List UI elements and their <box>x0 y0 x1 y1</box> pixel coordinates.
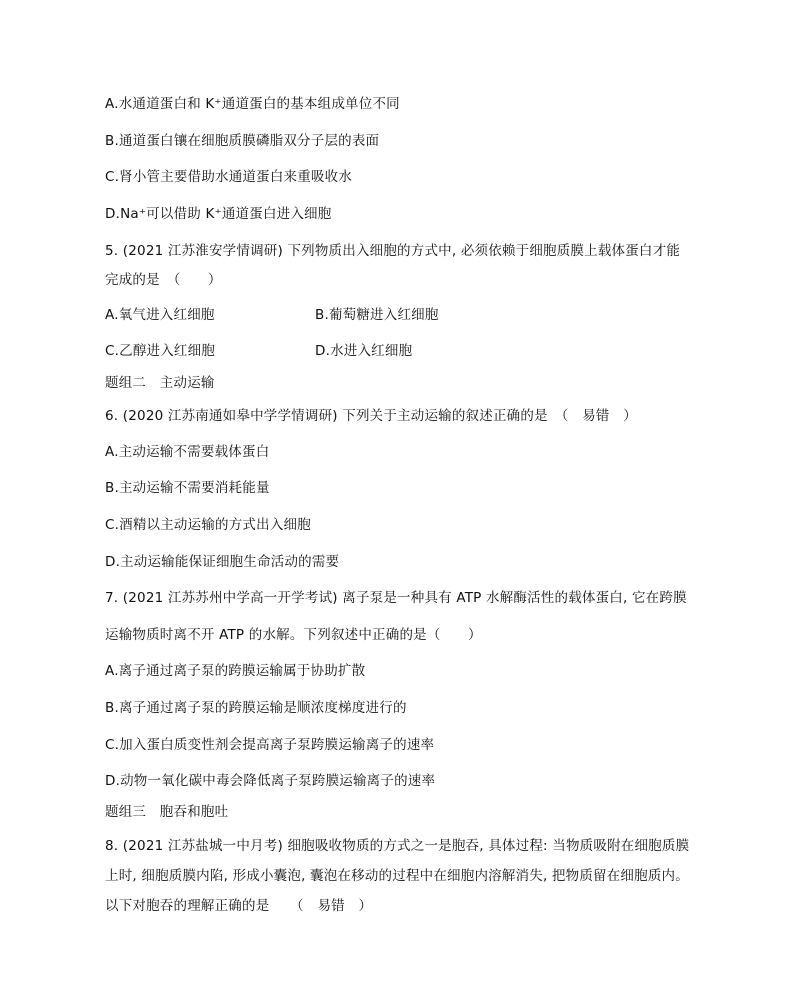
q8-stem-line1: 8. (2021 江苏盐城一中月考) 细胞吸收物质的方式之一是胞吞, 具体过程: 当物质吸附在细胞质膜 <box>105 838 690 854</box>
q5-stem-line2: 完成的是 （ ） <box>105 272 222 288</box>
q6-option-c: C.酒精以主动运输的方式出入细胞 <box>105 517 311 533</box>
q5-option-b: B.葡萄糖进入红细胞 <box>315 307 439 323</box>
q7-option-d: D.动物一氧化碳中毒会降低离子泵跨膜运输离子的速率 <box>105 773 436 789</box>
q6-stem: 6. (2020 江苏南通如皋中学学情调研) 下列关于主动运输的叙述正确的是 （ 易错 ） <box>105 408 637 424</box>
q7-option-c: C.加入蛋白质变性剂会提高离子泵跨膜运输离子的速率 <box>105 737 435 753</box>
q5-option-c: C.乙醇进入红细胞 <box>105 343 216 359</box>
group2-heading: 题组二 主动运输 <box>105 375 215 391</box>
q6-option-a: A.主动运输不需要载体蛋白 <box>105 444 270 460</box>
group3-heading: 题组三 胞吞和胞吐 <box>105 804 229 820</box>
q7-stem-line2: 运输物质时离不开 ATP 的水解。下列叙述中正确的是（ ） <box>105 627 482 643</box>
q5-option-a: A.氧气进入红细胞 <box>105 307 215 323</box>
q4-option-b: B.通道蛋白镶在细胞质膜磷脂双分子层的表面 <box>105 133 380 149</box>
q7-option-a: A.离子通过离子泵的跨膜运输属于协助扩散 <box>105 663 366 679</box>
q4-option-a: A.水通道蛋白和 K⁺通道蛋白的基本组成单位不同 <box>105 96 400 112</box>
q6-option-b: B.主动运输不需要消耗能量 <box>105 480 270 496</box>
q4-option-d: D.Na⁺可以借助 K⁺通道蛋白进入细胞 <box>105 206 332 222</box>
q8-stem-line3: 以下对胞吞的理解正确的是 （ 易错 ） <box>105 898 373 914</box>
q7-stem-line1: 7. (2021 江苏苏州中学高一开学考试) 离子泵是一种具有 ATP 水解酶活性的载体蛋白, 它在跨膜 <box>105 590 687 606</box>
q4-option-c: C.肾小管主要借助水通道蛋白来重吸收水 <box>105 169 353 185</box>
q5-stem-line1: 5. (2021 江苏淮安学情调研) 下列物质出入细胞的方式中, 必须依赖于细胞质膜上载体蛋白才能 <box>105 243 681 259</box>
q7-option-b: B.离子通过离子泵的跨膜运输是顺浓度梯度进行的 <box>105 700 407 716</box>
q6-option-d: D.主动运输能保证细胞生命活动的需要 <box>105 554 340 570</box>
q8-stem-line2: 上时, 细胞质膜内陷, 形成小囊泡, 囊泡在移动的过程中在细胞内溶解消失, 把物质留在细胞质内。 <box>105 868 689 884</box>
q5-option-d: D.水进入红细胞 <box>315 343 413 359</box>
